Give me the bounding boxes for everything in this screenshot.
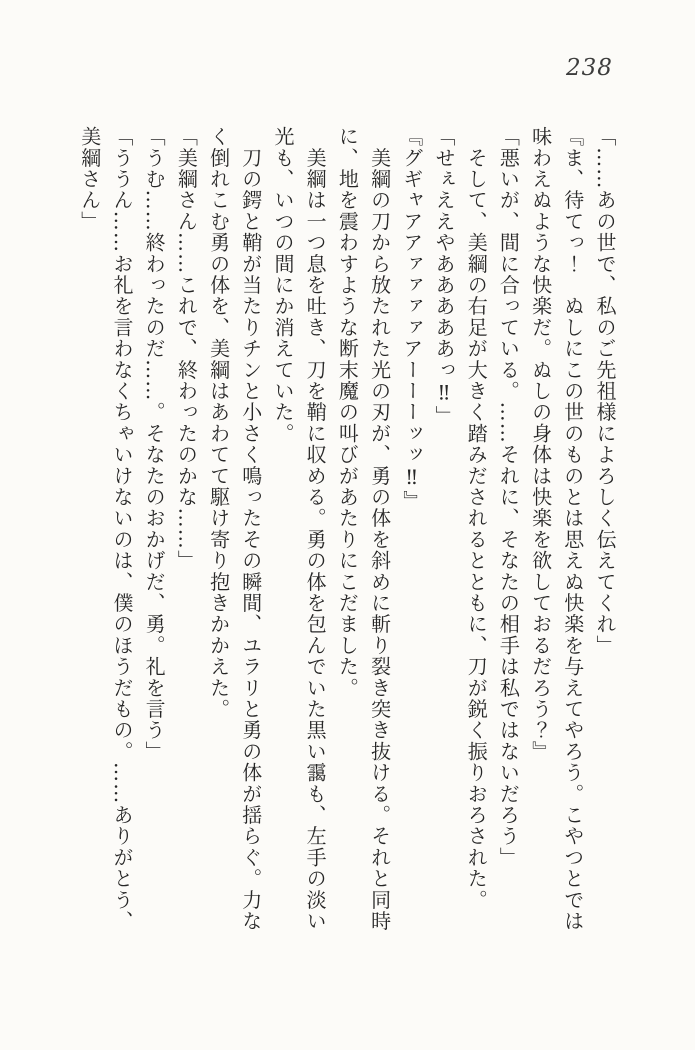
text-line: 「うむ……終わったのだ……。そなたのおかげだ、勇。礼を言う」 xyxy=(142,126,167,762)
page-number: 238 xyxy=(566,55,613,81)
text-line: 「美綱さん……これで、終わったのかな……」 xyxy=(174,126,199,572)
text-line: 光も、いつの間にか消えていた。 xyxy=(270,126,295,444)
text-line: に、地を震わすような断末魔の叫びがあたりにこだました。 xyxy=(335,126,360,699)
text-line: 美綱の刀から放たれた光の刃が、勇の体を斜めに斬り裂き突き抜ける。それと同時 xyxy=(367,126,392,932)
text-line: 美綱は一つ息を吐き、刀を鞘に収める。勇の体を包んでいた黒い靄も、左手の淡い xyxy=(303,126,328,932)
text-line: 刀の鍔と鞘が当たりチンと小さく鳴ったその瞬間、ユラリと勇の体が揺らぐ。力な xyxy=(238,126,263,932)
text-line: く倒れこむ勇の体を、美綱はあわてて駆け寄り抱きかかえた。 xyxy=(206,126,231,720)
text-line: 「ううん……お礼を言わなくちゃいけないのは、僕のほうだもの。……ありがとう、 xyxy=(109,126,134,932)
text-line: 『ま、待てっ！ ぬしにこの世のものとは思えぬ快楽を与えてやろう。こやつとでは xyxy=(560,126,585,932)
text-line: 「せぇええやあああああっ‼」 xyxy=(431,126,456,427)
text-line: 美綱さん」 xyxy=(77,126,102,232)
text-line: 「悪いが、間に合っている。……それに、そなたの相手は私ではないだろう」 xyxy=(496,126,521,868)
text-line: 味わえぬような快楽だ。ぬしの身体は快楽を欲しておるだろう？』 xyxy=(528,126,553,762)
vertical-text-block xyxy=(74,126,621,966)
text-line: そして、美綱の右足が大きく踏みだされるとともに、刀が鋭く振りおろされた。 xyxy=(464,126,489,911)
text-line: 『グギャアアァァァァアーーーッッ‼』 xyxy=(399,126,424,512)
text-line: 「……あの世で、私のご先祖様によろしく伝えてくれ」 xyxy=(593,126,617,656)
